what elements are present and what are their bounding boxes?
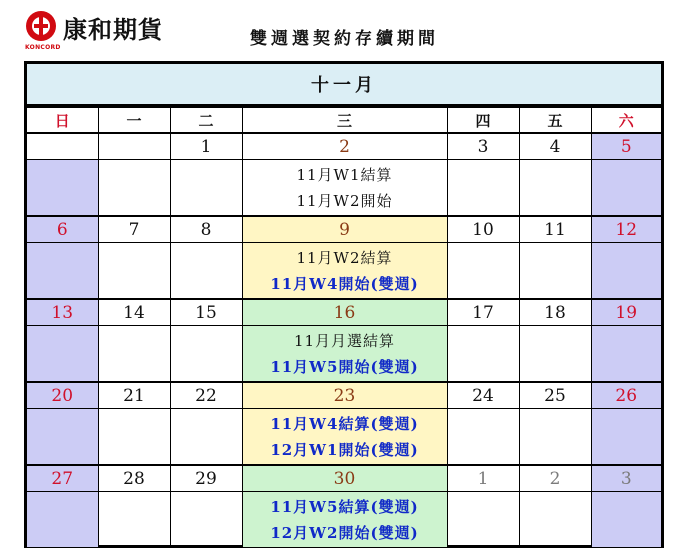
- day-cell: 8: [170, 216, 242, 243]
- empty-cell: [447, 326, 519, 383]
- day-cell: 21: [98, 382, 170, 409]
- month-header: 十一月: [27, 64, 661, 107]
- day-cell: 24: [447, 382, 519, 409]
- day-cell: 22: [170, 382, 242, 409]
- day-cell: [98, 133, 170, 160]
- calendar: [24, 61, 664, 548]
- day-cell: 26: [591, 382, 661, 409]
- empty-cell: [27, 326, 98, 383]
- calendar-grid: [27, 107, 661, 547]
- event-cell: [242, 243, 447, 300]
- day-cell: 29: [170, 465, 242, 492]
- event-cell: [242, 160, 447, 217]
- event-label: 12月W2開始(雙週): [270, 523, 419, 542]
- company-logo: [25, 8, 185, 52]
- page-title: 雙週選契約存續期間: [250, 29, 439, 49]
- empty-cell: [27, 409, 98, 466]
- empty-cell: [591, 326, 661, 383]
- weekday-mon: 一: [98, 108, 170, 134]
- event-cell: [242, 409, 447, 466]
- empty-cell: [170, 243, 242, 300]
- day-cell: 27: [27, 465, 98, 492]
- empty-cell: [27, 492, 98, 548]
- day-cell: 7: [98, 216, 170, 243]
- event-label: 11月W4開始(雙週): [270, 274, 419, 293]
- week-4-day-row: [27, 382, 661, 409]
- event-label: 11月W1結算: [296, 165, 393, 184]
- empty-cell: [519, 160, 591, 217]
- day-cell: 10: [447, 216, 519, 243]
- event-label: 11月W4結算(雙週): [270, 414, 419, 433]
- day-cell: 3: [447, 133, 519, 160]
- day-cell: 20: [27, 382, 98, 409]
- day-cell: 19: [591, 299, 661, 326]
- day-cell: 3: [591, 465, 661, 492]
- day-cell: 9: [242, 216, 447, 243]
- event-cell: [242, 492, 447, 548]
- week-5-event-row: [27, 492, 661, 548]
- event-cell: [242, 326, 447, 383]
- day-cell: 13: [27, 299, 98, 326]
- empty-cell: [98, 326, 170, 383]
- day-cell: 5: [591, 133, 661, 160]
- day-cell: 15: [170, 299, 242, 326]
- empty-cell: [519, 409, 591, 466]
- empty-cell: [27, 160, 98, 217]
- week-3-event-row: [27, 326, 661, 383]
- day-cell: 16: [242, 299, 447, 326]
- day-cell: [27, 133, 98, 160]
- empty-cell: [447, 160, 519, 217]
- empty-cell: [170, 409, 242, 466]
- empty-cell: [98, 492, 170, 548]
- weekday-sat: 六: [591, 108, 661, 134]
- empty-cell: [98, 409, 170, 466]
- empty-cell: [591, 160, 661, 217]
- day-cell: 6: [27, 216, 98, 243]
- week-1-event-row: [27, 160, 661, 217]
- event-label: 11月W5結算(雙週): [270, 497, 419, 516]
- koncord-logo-icon: [25, 10, 57, 42]
- empty-cell: [591, 243, 661, 300]
- empty-cell: [98, 160, 170, 217]
- event-label: 11月W2開始: [296, 191, 393, 210]
- event-label: 11月W5開始(雙週): [270, 357, 419, 376]
- empty-cell: [170, 160, 242, 217]
- empty-cell: [170, 492, 242, 548]
- week-4-event-row: [27, 409, 661, 466]
- weekday-header-row: [27, 108, 661, 134]
- weekday-sun: 日: [27, 108, 98, 134]
- day-cell: 17: [447, 299, 519, 326]
- event-label: 12月W1開始(雙週): [270, 440, 419, 459]
- empty-cell: [591, 409, 661, 466]
- week-1-day-row: [27, 133, 661, 160]
- day-cell: 14: [98, 299, 170, 326]
- day-cell: 12: [591, 216, 661, 243]
- empty-cell: [170, 326, 242, 383]
- empty-cell: [447, 492, 519, 548]
- day-cell: 28: [98, 465, 170, 492]
- empty-cell: [27, 243, 98, 300]
- day-cell: 1: [170, 133, 242, 160]
- day-cell: 1: [447, 465, 519, 492]
- brand-subtitle: KONCORD: [25, 44, 61, 51]
- event-label: 11月月選結算: [293, 331, 396, 350]
- weekday-tue: 二: [170, 108, 242, 134]
- empty-cell: [519, 492, 591, 548]
- empty-cell: [591, 492, 661, 548]
- day-cell: 2: [519, 465, 591, 492]
- day-cell: 11: [519, 216, 591, 243]
- day-cell: 4: [519, 133, 591, 160]
- week-2-day-row: [27, 216, 661, 243]
- week-5-day-row: [27, 465, 661, 492]
- day-cell: 23: [242, 382, 447, 409]
- weekday-wed: 三: [242, 108, 447, 134]
- weekday-thu: 四: [447, 108, 519, 134]
- empty-cell: [447, 243, 519, 300]
- day-cell: 30: [242, 465, 447, 492]
- week-3-day-row: [27, 299, 661, 326]
- day-cell: 18: [519, 299, 591, 326]
- empty-cell: [519, 243, 591, 300]
- empty-cell: [519, 326, 591, 383]
- day-cell: 25: [519, 382, 591, 409]
- empty-cell: [447, 409, 519, 466]
- event-label: 11月W2結算: [296, 248, 393, 267]
- week-2-event-row: [27, 243, 661, 300]
- weekday-fri: 五: [519, 108, 591, 134]
- empty-cell: [98, 243, 170, 300]
- brand-name: 康和期貨: [63, 16, 163, 44]
- day-cell: 2: [242, 133, 447, 160]
